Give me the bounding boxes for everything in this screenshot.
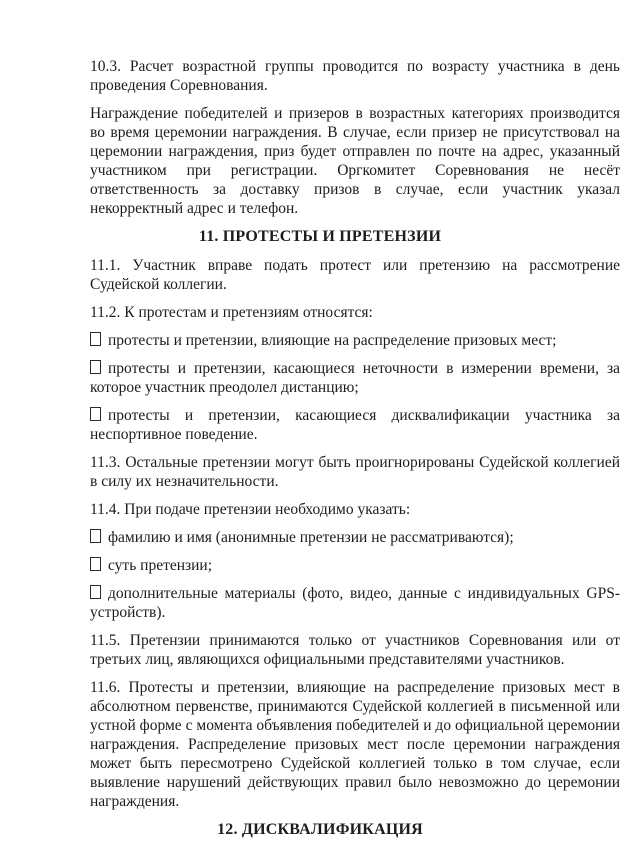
- paragraph-11-3: 11.3. Остальные претензии могут быть проигнорированы Судейской коллегией в силу их незначительности.: [90, 454, 620, 490]
- paragraph-11-2: 11.2. К протестам и претензиям относятся:: [90, 304, 373, 321]
- bullet-item: [90, 556, 620, 575]
- bullet-text: дополнительные материалы (фото, видео, данные с индивидуальных GPS-устройств).: [90, 585, 620, 621]
- bullet-text: фамилию и имя (анонимные претензии не рассматриваются);: [108, 529, 514, 546]
- missing-glyph-bullet-icon: [90, 529, 101, 543]
- section-heading-11: 11. ПРОТЕСТЫ И ПРЕТЕНЗИИ: [198, 228, 442, 245]
- paragraph-11-4: 11.4. При подаче претензии необходимо указать:: [90, 501, 411, 518]
- missing-glyph-bullet-icon: [90, 360, 101, 374]
- bullet-text: протесты и претензии, влияющие на распределение призовых мест;: [108, 332, 557, 349]
- paragraph-awarding: Награждение победителей и призеров в возрастных категориях производится во время церемонии награждения. В случае, если призер не присутствовал на церемонии награждения, приз будет отправлен по почте на адрес, указанный участником при регистрации. Оргкомитет Соревнования не несёт ответственность за доставку призов в случае, если участник указал некорректный адрес и телефон.: [90, 105, 620, 217]
- bullet-item: [90, 528, 620, 547]
- missing-glyph-bullet-icon: [90, 557, 101, 571]
- bullet-text: суть претензии;: [108, 557, 213, 574]
- bullet-item: [90, 359, 620, 397]
- bullet-item: [90, 584, 620, 622]
- paragraph-11-5: 11.5. Претензии принимаются только от участников Соревнования или от третьих лиц, являющихся официальными представителями участников.: [90, 632, 620, 668]
- bullet-item: [90, 406, 620, 444]
- missing-glyph-bullet-icon: [90, 585, 101, 599]
- paragraph-10-3: 10.3. Расчет возрастной группы проводится по возрасту участника в день проведения Соревнования.: [90, 58, 620, 94]
- bullet-text: протесты и претензии, касающиеся дисквалификации участника за неспортивное поведение.: [90, 407, 620, 443]
- bullet-item: [90, 331, 620, 350]
- paragraph-11-6: 11.6. Протесты и претензии, влияющие на распределение призовых мест в абсолютном первенстве, принимаются Судейской коллегией в письменной или устной форме с момента объявления победителей и до официальной церемонии награждения. Распределение призовых мест после церемонии награждения может быть пересмотрено Судейской коллегией только в том случае, если выявление нарушений действующих правил было невозможно до церемонии награждения.: [90, 679, 620, 810]
- paragraph-11-1: 11.1. Участник вправе подать протест или претензию на рассмотрение Судейской коллегии.: [90, 257, 620, 293]
- bullet-text: протесты и претензии, касающиеся неточности в измерении времени, за которое участник преодолел дистанцию;: [90, 360, 620, 396]
- section-heading-12: 12. ДИСКВАЛИФИКАЦИЯ: [217, 821, 423, 838]
- missing-glyph-bullet-icon: [90, 407, 101, 421]
- missing-glyph-bullet-icon: [90, 332, 101, 346]
